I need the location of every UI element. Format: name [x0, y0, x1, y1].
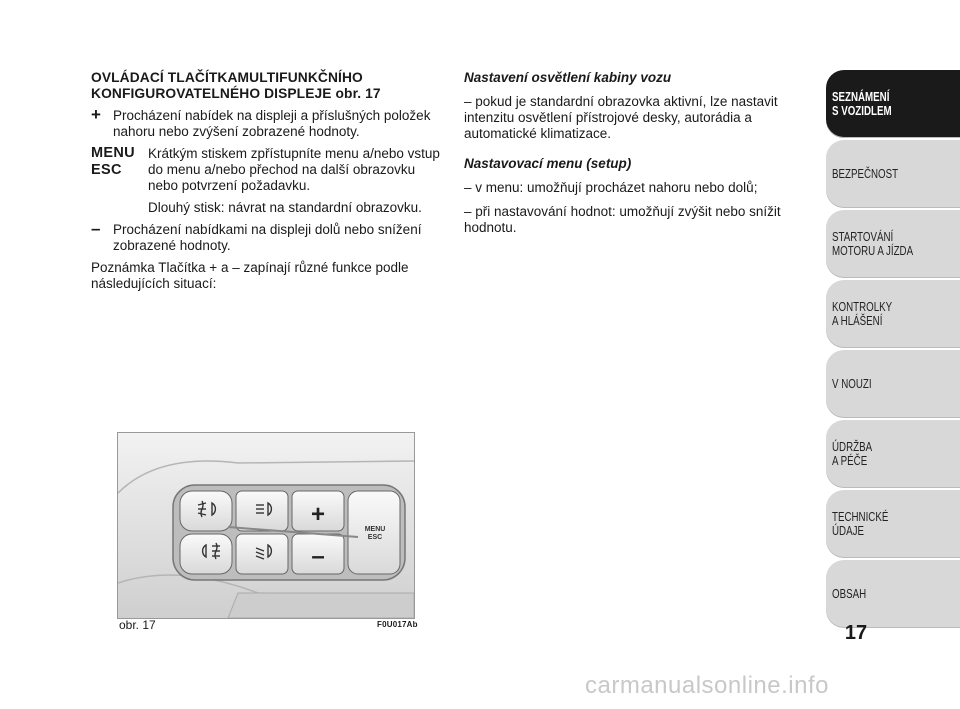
tab-label: SEZNÁMENÍ S VOZIDLEM — [832, 90, 892, 118]
minus-symbol: – — [91, 219, 101, 238]
paragraph-menu-scroll: – v menu: umožňují procházet nahoru nebo dolů; — [464, 180, 758, 195]
tab-label: KONTROLKY A HLÁŠENÍ — [832, 300, 893, 328]
figure-esc-label: ESC — [367, 534, 383, 541]
figure-plus-label: + — [310, 501, 326, 528]
minus-item — [91, 219, 441, 254]
tab-kontrolky[interactable] — [826, 280, 960, 348]
tab-label: ÚDRŽBA A PÉČE — [832, 440, 873, 468]
subheading-cabin-lighting: Nastavení osvětlení kabiny vozu — [464, 70, 672, 85]
tab-startovani[interactable] — [826, 210, 960, 278]
tab-label: TECHNICKÉ ÚDAJE — [832, 510, 889, 538]
tab-udrzba[interactable] — [826, 420, 960, 488]
figure-button-panel — [117, 432, 415, 619]
page-number: 17 — [844, 622, 868, 644]
figure-reference: obr. 17 — [335, 86, 381, 101]
menu-esc-description: Krátkým stiskem zpřístupníte menu a/nebo vstup do menu a/nebo přechod na další obrazovku nebo potvrzení požadavku. — [148, 146, 440, 193]
button-panel-illustration — [118, 433, 414, 618]
chapter-sidebar — [826, 70, 960, 630]
tab-label: BEZPEČNOST — [832, 167, 899, 181]
figure-caption: obr. 17 — [119, 618, 156, 632]
menu-esc-symbol: MENU ESC — [91, 145, 135, 178]
subheading-setup-menu: Nastavovací menu (setup) — [464, 156, 632, 171]
plus-description: Procházení nabídek na displeji a příslušných položek nahoru nebo zvýšení zobrazené hodnoty. — [113, 108, 431, 139]
tab-label: OBSAH — [832, 587, 867, 601]
tab-technicke-udaje[interactable] — [826, 490, 960, 558]
tab-seznameni[interactable] — [826, 70, 960, 138]
paragraph-cabin-lighting: – pokud je standardní obrazovka aktivní, lze nastavit intenzitu osvětlení přístrojové desky, autorádia a automatické klimatizace. — [464, 94, 778, 141]
tab-label: V NOUZI — [832, 377, 872, 391]
note-paragraph: Poznámka Tlačítka + a – zapínají různé funkce podle následujících situací: — [91, 260, 409, 291]
tab-bezpecnost[interactable] — [826, 140, 960, 208]
menu-esc-long-press: Dlouhý stisk: návrat na standardní obrazovku. — [148, 200, 422, 215]
menu-esc-item — [91, 146, 441, 216]
plus-symbol: + — [91, 105, 101, 124]
tab-obsah[interactable] — [826, 560, 960, 628]
section-heading: OVLÁDACÍ TLAČÍTKAMULTIFUNKČNÍHO KONFIGUROVATELNÉHO DISPLEJE obr. 17 — [91, 70, 381, 101]
tab-label: STARTOVÁNÍ MOTORU A JÍZDA — [832, 230, 914, 258]
figure-code: F0U017Ab — [377, 620, 418, 629]
minus-description: Procházení nabídkami na displeji dolů nebo snížení zobrazené hodnoty. — [113, 222, 422, 253]
watermark-text: carmanualsonline.info — [585, 672, 829, 699]
tab-v-nouzi[interactable] — [826, 350, 960, 418]
plus-item — [91, 105, 441, 140]
figure-menu-label: MENU — [364, 526, 386, 533]
paragraph-value-adjust: – při nastavování hodnot: umožňují zvýšit nebo snížit hodnotu. — [464, 204, 781, 235]
left-column — [91, 70, 441, 292]
figure-minus-label: – — [311, 543, 325, 570]
right-column — [464, 70, 804, 244]
